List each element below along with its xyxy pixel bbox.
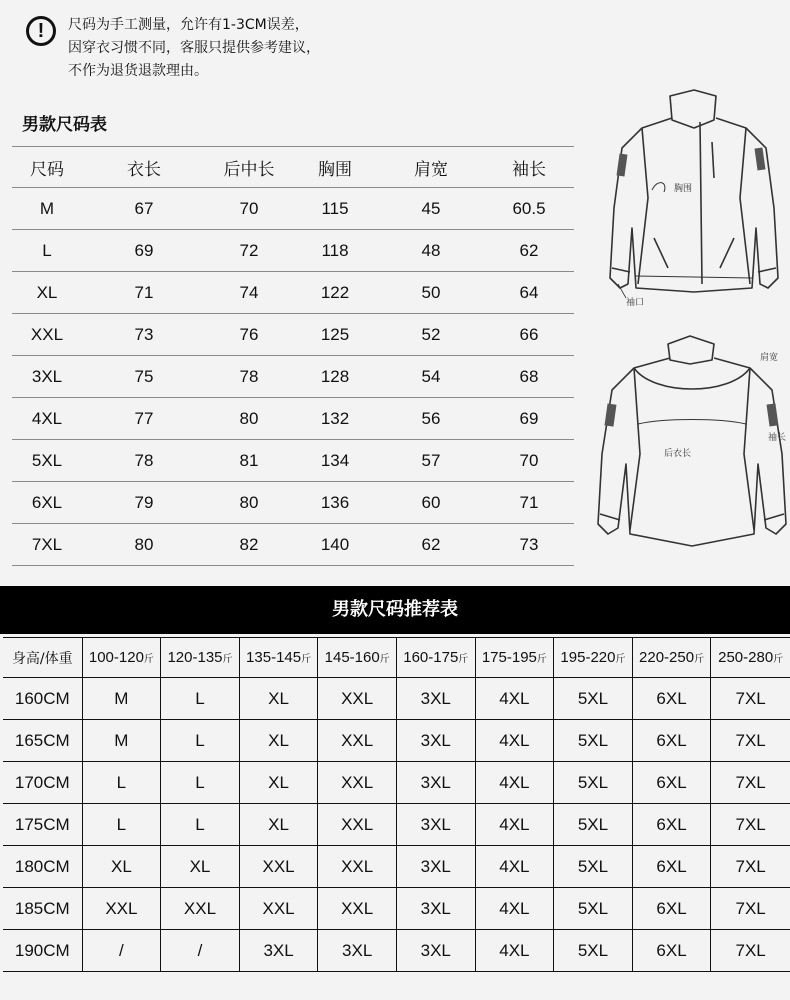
notice-line: 因穿衣习惯不同，客服只提供参考建议， xyxy=(68,40,320,56)
size-header-cell: 衣长 xyxy=(127,159,161,180)
rec-height-cell: 160CM xyxy=(3,678,83,719)
rec-size-cell: XL xyxy=(83,846,162,887)
size-cell: 60 xyxy=(421,492,441,512)
rec-weight-header xyxy=(554,638,633,677)
notice-text xyxy=(68,14,320,83)
rec-table-row xyxy=(3,930,790,972)
rec-size-cell: 4XL xyxy=(476,720,555,761)
rec-height-cell: 165CM xyxy=(3,720,83,761)
weight-range: 160-175 xyxy=(403,649,459,666)
rec-table-row xyxy=(3,678,790,720)
weight-range: 195-220 xyxy=(560,649,616,666)
weight-range: 145-160 xyxy=(324,649,380,666)
size-header-cell: 后中长 xyxy=(223,159,275,180)
weight-range: 175-195 xyxy=(481,649,537,666)
rec-size-cell: L xyxy=(161,678,240,719)
cuff-label: 袖口 xyxy=(626,298,645,308)
rec-size-cell: 3XL xyxy=(397,846,476,887)
size-cell: 82 xyxy=(239,534,259,554)
size-cell: 67 xyxy=(134,198,154,218)
rec-height-cell: 170CM xyxy=(3,762,83,803)
size-cell: 54 xyxy=(421,366,441,386)
size-table xyxy=(12,146,574,566)
size-cell: 80 xyxy=(239,492,259,512)
size-cell: 73 xyxy=(134,324,154,344)
size-header-cell: 尺码 xyxy=(30,159,64,180)
weight-range: 120-135 xyxy=(167,649,223,666)
weight-unit: 斤 xyxy=(694,654,705,665)
rec-height-cell: 175CM xyxy=(3,804,83,845)
weight-unit: 斤 xyxy=(536,654,547,665)
rec-weight-header xyxy=(711,638,790,677)
exclamation-circle-icon: ! xyxy=(26,16,56,46)
size-cell: 81 xyxy=(239,450,259,470)
rec-weight-header xyxy=(240,638,319,677)
size-cell: 56 xyxy=(421,408,441,428)
rec-size-cell: 5XL xyxy=(554,804,633,845)
size-table-row xyxy=(12,188,574,230)
size-cell: 57 xyxy=(421,450,441,470)
size-cell: XL xyxy=(36,282,58,302)
size-cell: 78 xyxy=(134,450,154,470)
rec-weight-header xyxy=(476,638,555,677)
size-cell: 73 xyxy=(519,534,539,554)
size-cell: 60.5 xyxy=(512,198,546,218)
size-table-row xyxy=(12,440,574,482)
size-cell: 76 xyxy=(239,324,259,344)
size-cell: 52 xyxy=(421,324,441,344)
rec-size-cell: 5XL xyxy=(554,888,633,929)
size-table-row xyxy=(12,356,574,398)
jacket-front-illustration xyxy=(598,88,788,320)
rec-size-cell: 3XL xyxy=(397,804,476,845)
size-cell: 136 xyxy=(320,492,350,512)
weight-unit: 斤 xyxy=(773,654,784,665)
size-header-cell: 胸围 xyxy=(318,159,352,180)
size-table-row xyxy=(12,272,574,314)
shoulder-label: 肩宽 xyxy=(760,353,779,363)
rec-size-cell: XXL xyxy=(318,720,397,761)
rec-size-cell: 6XL xyxy=(633,804,712,845)
rec-size-cell: 3XL xyxy=(318,930,397,971)
rec-size-cell: L xyxy=(161,804,240,845)
size-cell: 7XL xyxy=(31,534,63,554)
jacket-back-illustration xyxy=(594,334,790,556)
size-cell: 134 xyxy=(320,450,350,470)
rec-size-cell: 3XL xyxy=(397,678,476,719)
rec-size-cell: 7XL xyxy=(735,772,766,792)
size-cell: 115 xyxy=(321,198,349,218)
weight-unit: 斤 xyxy=(379,654,390,665)
rec-size-cell: 7XL xyxy=(735,730,766,750)
rec-size-cell: 6XL xyxy=(633,720,712,761)
rec-size-cell: L xyxy=(83,762,162,803)
size-cell: 79 xyxy=(134,492,154,512)
rec-size-cell: 7XL xyxy=(735,814,766,834)
size-cell: 6XL xyxy=(31,492,63,512)
rec-size-cell: / xyxy=(83,930,162,971)
rec-size-cell: XXL xyxy=(318,762,397,803)
rec-size-cell: 6XL xyxy=(633,846,712,887)
size-cell: 50 xyxy=(421,282,441,302)
rec-size-cell: XXL xyxy=(161,888,240,929)
rec-size-cell: L xyxy=(161,762,240,803)
rec-weight-header xyxy=(633,638,712,677)
rec-size-cell: / xyxy=(161,930,240,971)
rec-size-cell: XXL xyxy=(318,678,397,719)
rec-size-cell: XXL xyxy=(318,804,397,845)
rec-size-cell: 3XL xyxy=(397,888,476,929)
size-cell: 64 xyxy=(519,282,539,302)
rec-size-cell: 5XL xyxy=(554,930,633,971)
rec-size-cell: XXL xyxy=(83,888,162,929)
rec-table-title: 男款尺码推荐表 xyxy=(0,586,790,634)
rec-weight-header xyxy=(83,638,162,677)
size-cell: 125 xyxy=(320,324,350,344)
rec-size-cell: 4XL xyxy=(476,846,555,887)
size-cell: L xyxy=(42,240,52,260)
rec-size-cell: XXL xyxy=(240,888,319,929)
size-cell: 3XL xyxy=(31,366,63,386)
sleeve-label: 袖长 xyxy=(768,433,787,443)
rec-size-cell: L xyxy=(83,804,162,845)
size-table-row xyxy=(12,482,574,524)
rec-size-cell: 6XL xyxy=(633,762,712,803)
rec-size-cell: XXL xyxy=(240,846,319,887)
size-cell: 140 xyxy=(320,534,350,554)
size-table-row xyxy=(12,524,574,566)
size-cell: 128 xyxy=(320,366,350,386)
size-cell: 74 xyxy=(239,282,259,302)
rec-size-cell: 3XL xyxy=(397,930,476,971)
rec-size-cell: 5XL xyxy=(554,846,633,887)
size-header-cell: 肩宽 xyxy=(414,159,448,180)
size-cell: 5XL xyxy=(31,450,63,470)
size-header-cell: 袖长 xyxy=(512,159,546,180)
rec-table-row xyxy=(3,804,790,846)
size-cell: 62 xyxy=(421,534,441,554)
size-cell: 75 xyxy=(134,366,154,386)
size-cell: 4XL xyxy=(31,408,63,428)
rec-size-cell: 5XL xyxy=(554,678,633,719)
rec-size-cell: 3XL xyxy=(397,720,476,761)
size-cell: 71 xyxy=(519,492,539,512)
size-cell: 48 xyxy=(421,240,441,260)
size-table-row xyxy=(12,398,574,440)
rec-height-cell: 190CM xyxy=(3,930,83,971)
rec-size-cell: XXL xyxy=(318,888,397,929)
rec-size-cell: XL xyxy=(240,678,319,719)
size-cell: 69 xyxy=(519,408,539,428)
size-cell: 132 xyxy=(320,408,350,428)
rec-size-cell: XL xyxy=(240,804,319,845)
size-table-header xyxy=(12,146,574,188)
rec-table-row xyxy=(3,762,790,804)
size-cell: 77 xyxy=(134,408,154,428)
size-cell: 72 xyxy=(239,240,259,260)
size-cell: 45 xyxy=(421,198,441,218)
rec-size-cell: 7XL xyxy=(735,940,766,960)
rec-size-cell: 6XL xyxy=(633,678,712,719)
size-cell: 122 xyxy=(320,282,350,302)
size-cell: 118 xyxy=(321,240,349,260)
size-cell: 78 xyxy=(239,366,259,386)
rec-size-cell: M xyxy=(83,678,162,719)
size-cell: 80 xyxy=(134,534,154,554)
rec-size-cell: 6XL xyxy=(633,930,712,971)
size-cell: 69 xyxy=(134,240,154,260)
weight-unit: 斤 xyxy=(143,654,154,665)
rec-size-cell: 3XL xyxy=(397,762,476,803)
rec-size-cell: 3XL xyxy=(240,930,319,971)
rec-size-cell: 7XL xyxy=(735,898,766,918)
rec-size-cell: 4XL xyxy=(476,804,555,845)
weight-range: 100-120 xyxy=(88,649,144,666)
rec-size-cell: 4XL xyxy=(476,930,555,971)
rec-size-cell: 4XL xyxy=(476,762,555,803)
rec-height-cell: 185CM xyxy=(3,888,83,929)
rec-weight-header xyxy=(161,638,240,677)
rec-height-cell: 180CM xyxy=(3,846,83,887)
size-table-row xyxy=(12,230,574,272)
size-cell: 70 xyxy=(519,450,539,470)
weight-range: 250-280 xyxy=(718,649,774,666)
back-length-label: 后衣长 xyxy=(664,449,692,459)
notice-line: 不作为退货退款理由。 xyxy=(68,63,208,79)
rec-size-cell: M xyxy=(83,720,162,761)
rec-table xyxy=(3,637,790,972)
rec-size-cell: 7XL xyxy=(735,688,766,708)
rec-size-cell: 6XL xyxy=(633,888,712,929)
rec-table-row xyxy=(3,720,790,762)
chest-label: 胸围 xyxy=(674,184,693,194)
weight-unit: 斤 xyxy=(615,654,626,665)
rec-size-cell: 7XL xyxy=(735,856,766,876)
weight-range: 220-250 xyxy=(639,649,695,666)
rec-table-row xyxy=(3,846,790,888)
size-cell: XXL xyxy=(30,324,64,344)
rec-table-header xyxy=(3,638,790,678)
rec-size-cell: 5XL xyxy=(554,720,633,761)
size-cell: 66 xyxy=(519,324,539,344)
size-cell: 70 xyxy=(239,198,259,218)
rec-size-cell: XL xyxy=(240,720,319,761)
weight-unit: 斤 xyxy=(222,654,233,665)
rec-table-row xyxy=(3,888,790,930)
size-cell: 62 xyxy=(519,240,539,260)
size-cell: 80 xyxy=(239,408,259,428)
weight-unit: 斤 xyxy=(301,654,312,665)
rec-size-cell: XL xyxy=(240,762,319,803)
rec-size-cell: 4XL xyxy=(476,888,555,929)
rec-weight-header xyxy=(318,638,397,677)
weight-range: 135-145 xyxy=(246,649,302,666)
notice-line: 尺码为手工测量，允许有1-3CM误差， xyxy=(68,17,309,33)
rec-size-cell: 5XL xyxy=(554,762,633,803)
rec-corner-cell: 身高/体重 xyxy=(3,638,83,677)
rec-size-cell: 4XL xyxy=(476,678,555,719)
rec-size-cell: XXL xyxy=(318,846,397,887)
rec-size-cell: XL xyxy=(161,846,240,887)
size-table-row xyxy=(12,314,574,356)
size-cell: 71 xyxy=(134,282,154,302)
rec-weight-header xyxy=(397,638,476,677)
rec-size-cell: L xyxy=(161,720,240,761)
size-table-title: 男款尺码表 xyxy=(22,115,107,135)
weight-unit: 斤 xyxy=(458,654,469,665)
size-cell: M xyxy=(39,198,55,218)
size-cell: 68 xyxy=(519,366,539,386)
